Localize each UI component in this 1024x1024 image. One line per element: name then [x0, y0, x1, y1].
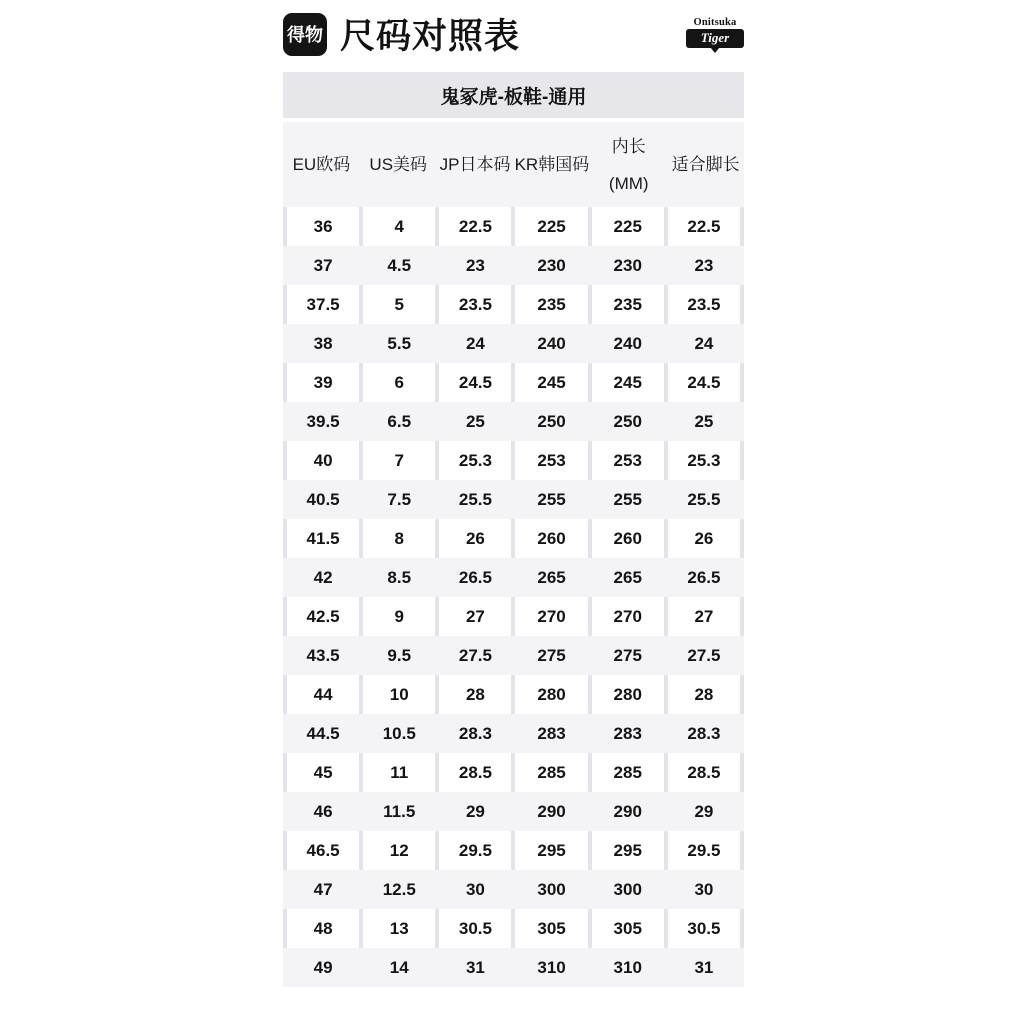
table-row [283, 909, 744, 948]
table-cell: 5.5 [387, 333, 412, 353]
table-cell: 25.5 [458, 489, 492, 509]
table-title: 鬼冢虎-板鞋-通用 [440, 86, 587, 108]
table-cell: 30 [465, 879, 485, 899]
table-cell: 235 [515, 285, 587, 324]
table-cell: 270 [515, 597, 587, 636]
table-cell: 31 [465, 957, 485, 977]
table-cell: 6.5 [387, 411, 412, 431]
table-cell: 255 [537, 489, 566, 509]
table-cell: 23.5 [668, 285, 740, 324]
table-row [283, 714, 744, 753]
table-row [283, 675, 744, 714]
tiger-wordmark-badge [686, 29, 744, 48]
table-cell: 12.5 [382, 879, 416, 899]
table-cell: 30.5 [439, 909, 511, 948]
table-cell: 6 [363, 363, 435, 402]
table-cell: 9.5 [387, 645, 412, 665]
table-cell: 225 [515, 207, 587, 246]
table-cell: 9 [363, 597, 435, 636]
table-cell: 23 [694, 255, 714, 275]
table-cell: 7 [363, 441, 435, 480]
dewu-logo-text: 得物 [287, 25, 323, 45]
table-row [283, 441, 744, 480]
column-header: 内长 (MM) [608, 136, 649, 193]
table-cell: 5 [363, 285, 435, 324]
table-title-bar [283, 72, 744, 118]
table-cell: 295 [592, 831, 664, 870]
table-cell: 11.5 [383, 801, 416, 821]
column-header: 适合脚长 [671, 155, 740, 174]
onitsuka-wordmark: Onitsuka [693, 16, 737, 28]
table-cell: 29.5 [668, 831, 740, 870]
table-cell: 28.5 [668, 753, 740, 792]
table-cell: 29.5 [439, 831, 511, 870]
column-header: US美码 [369, 155, 428, 174]
table-cell: 11 [363, 753, 435, 792]
table-cell: 250 [613, 411, 642, 431]
dewu-logo-icon [283, 13, 327, 56]
table-cell: 25.3 [668, 441, 740, 480]
table-cell: 12 [363, 831, 435, 870]
table-cell: 46 [313, 801, 333, 821]
table-cell: 23.5 [439, 285, 511, 324]
table-cell: 44 [287, 675, 359, 714]
table-row [283, 558, 744, 597]
table-cell: 39.5 [306, 411, 340, 431]
table-cell: 44.5 [306, 723, 340, 743]
table-cell: 285 [592, 753, 664, 792]
table-cell: 240 [613, 333, 642, 353]
table-cell: 265 [613, 567, 642, 587]
table-cell: 27.5 [458, 645, 492, 665]
table-row [283, 285, 744, 324]
table-row [283, 246, 744, 285]
table-cell: 28.3 [458, 723, 492, 743]
table-cell: 10.5 [382, 723, 416, 743]
table-cell: 275 [537, 645, 566, 665]
table-cell: 8.5 [387, 567, 412, 587]
table-cell: 245 [515, 363, 587, 402]
table-cell: 230 [537, 255, 566, 275]
table-cell: 26 [439, 519, 511, 558]
table-cell: 4 [363, 207, 435, 246]
table-cell: 13 [363, 909, 435, 948]
table-cell: 28 [439, 675, 511, 714]
page-title: 尺码对照表 [340, 17, 521, 56]
table-row [283, 402, 744, 441]
table-cell: 295 [515, 831, 587, 870]
table-cell: 305 [515, 909, 587, 948]
table-cell: 27.5 [687, 645, 721, 665]
tiger-wordmark: Tiger [700, 30, 730, 45]
table-row [283, 480, 744, 519]
table-cell: 310 [613, 957, 642, 977]
column-header: KR韩国码 [514, 155, 590, 174]
table-cell: 270 [592, 597, 664, 636]
table-row [283, 519, 744, 558]
table-cell: 39 [287, 363, 359, 402]
table-cell: 46.5 [287, 831, 359, 870]
table-cell: 47 [313, 879, 333, 899]
table-cell: 42 [313, 567, 333, 587]
table-row [283, 870, 744, 909]
table-cell: 24.5 [439, 363, 511, 402]
table-cell: 245 [592, 363, 664, 402]
table-cell: 24.5 [668, 363, 740, 402]
table-cell: 24 [465, 333, 485, 353]
table-row [283, 324, 744, 363]
table-cell: 26.5 [687, 567, 721, 587]
table-cell: 260 [515, 519, 587, 558]
table-cell: 275 [613, 645, 642, 665]
table-cell: 28 [668, 675, 740, 714]
table-cell: 8 [363, 519, 435, 558]
size-table-body [283, 207, 744, 987]
table-cell: 28.5 [439, 753, 511, 792]
table-cell: 48 [287, 909, 359, 948]
table-row [283, 597, 744, 636]
table-cell: 37 [313, 255, 333, 275]
table-cell: 25 [694, 411, 714, 431]
onitsuka-tiger-logo [686, 17, 744, 48]
table-cell: 26.5 [458, 567, 492, 587]
table-cell: 27 [439, 597, 511, 636]
table-cell: 253 [592, 441, 664, 480]
table-cell: 23 [465, 255, 485, 275]
table-cell: 22.5 [668, 207, 740, 246]
table-cell: 25.5 [687, 489, 721, 509]
table-row [283, 948, 744, 987]
table-cell: 290 [537, 801, 566, 821]
table-cell: 22.5 [439, 207, 511, 246]
table-cell: 265 [537, 567, 566, 587]
table-cell: 25.3 [439, 441, 511, 480]
table-cell: 27 [668, 597, 740, 636]
table-cell: 42.5 [287, 597, 359, 636]
table-cell: 37.5 [287, 285, 359, 324]
table-cell: 29 [694, 801, 714, 821]
table-cell: 283 [613, 723, 642, 743]
table-cell: 253 [515, 441, 587, 480]
table-cell: 41.5 [287, 519, 359, 558]
table-cell: 25 [465, 411, 485, 431]
table-cell: 28.3 [687, 723, 721, 743]
table-cell: 43.5 [306, 645, 340, 665]
table-cell: 40 [287, 441, 359, 480]
table-cell: 285 [515, 753, 587, 792]
table-cell: 24 [694, 333, 714, 353]
table-cell: 240 [537, 333, 566, 353]
table-cell: 300 [613, 879, 642, 899]
top-header [283, 9, 744, 59]
table-cell: 30 [694, 879, 714, 899]
table-cell: 283 [537, 723, 566, 743]
table-cell: 40.5 [306, 489, 340, 509]
table-cell: 49 [313, 957, 333, 977]
table-cell: 235 [592, 285, 664, 324]
table-cell: 230 [613, 255, 642, 275]
table-cell: 4.5 [387, 255, 412, 275]
table-cell: 38 [313, 333, 333, 353]
table-cell: 225 [592, 207, 664, 246]
table-cell: 310 [537, 957, 566, 977]
table-cell: 255 [613, 489, 642, 509]
table-row [283, 636, 744, 675]
table-cell: 290 [613, 801, 642, 821]
table-cell: 36 [287, 207, 359, 246]
table-cell: 26 [668, 519, 740, 558]
table-cell: 250 [537, 411, 566, 431]
table-cell: 280 [592, 675, 664, 714]
table-cell: 7.5 [387, 489, 412, 509]
table-cell: 30.5 [668, 909, 740, 948]
table-cell: 14 [389, 957, 409, 977]
table-cell: 31 [694, 957, 714, 977]
table-row [283, 207, 744, 246]
table-cell: 29 [465, 801, 485, 821]
table-row [283, 363, 744, 402]
table-header-row [283, 122, 744, 207]
table-cell: 280 [515, 675, 587, 714]
table-cell: 45 [287, 753, 359, 792]
table-cell: 260 [592, 519, 664, 558]
table-row [283, 831, 744, 870]
column-header: EU欧码 [292, 155, 351, 174]
table-row [283, 753, 744, 792]
table-cell: 300 [537, 879, 566, 899]
table-row [283, 792, 744, 831]
column-header: JP日本码 [439, 155, 511, 174]
table-cell: 10 [363, 675, 435, 714]
table-cell: 305 [592, 909, 664, 948]
